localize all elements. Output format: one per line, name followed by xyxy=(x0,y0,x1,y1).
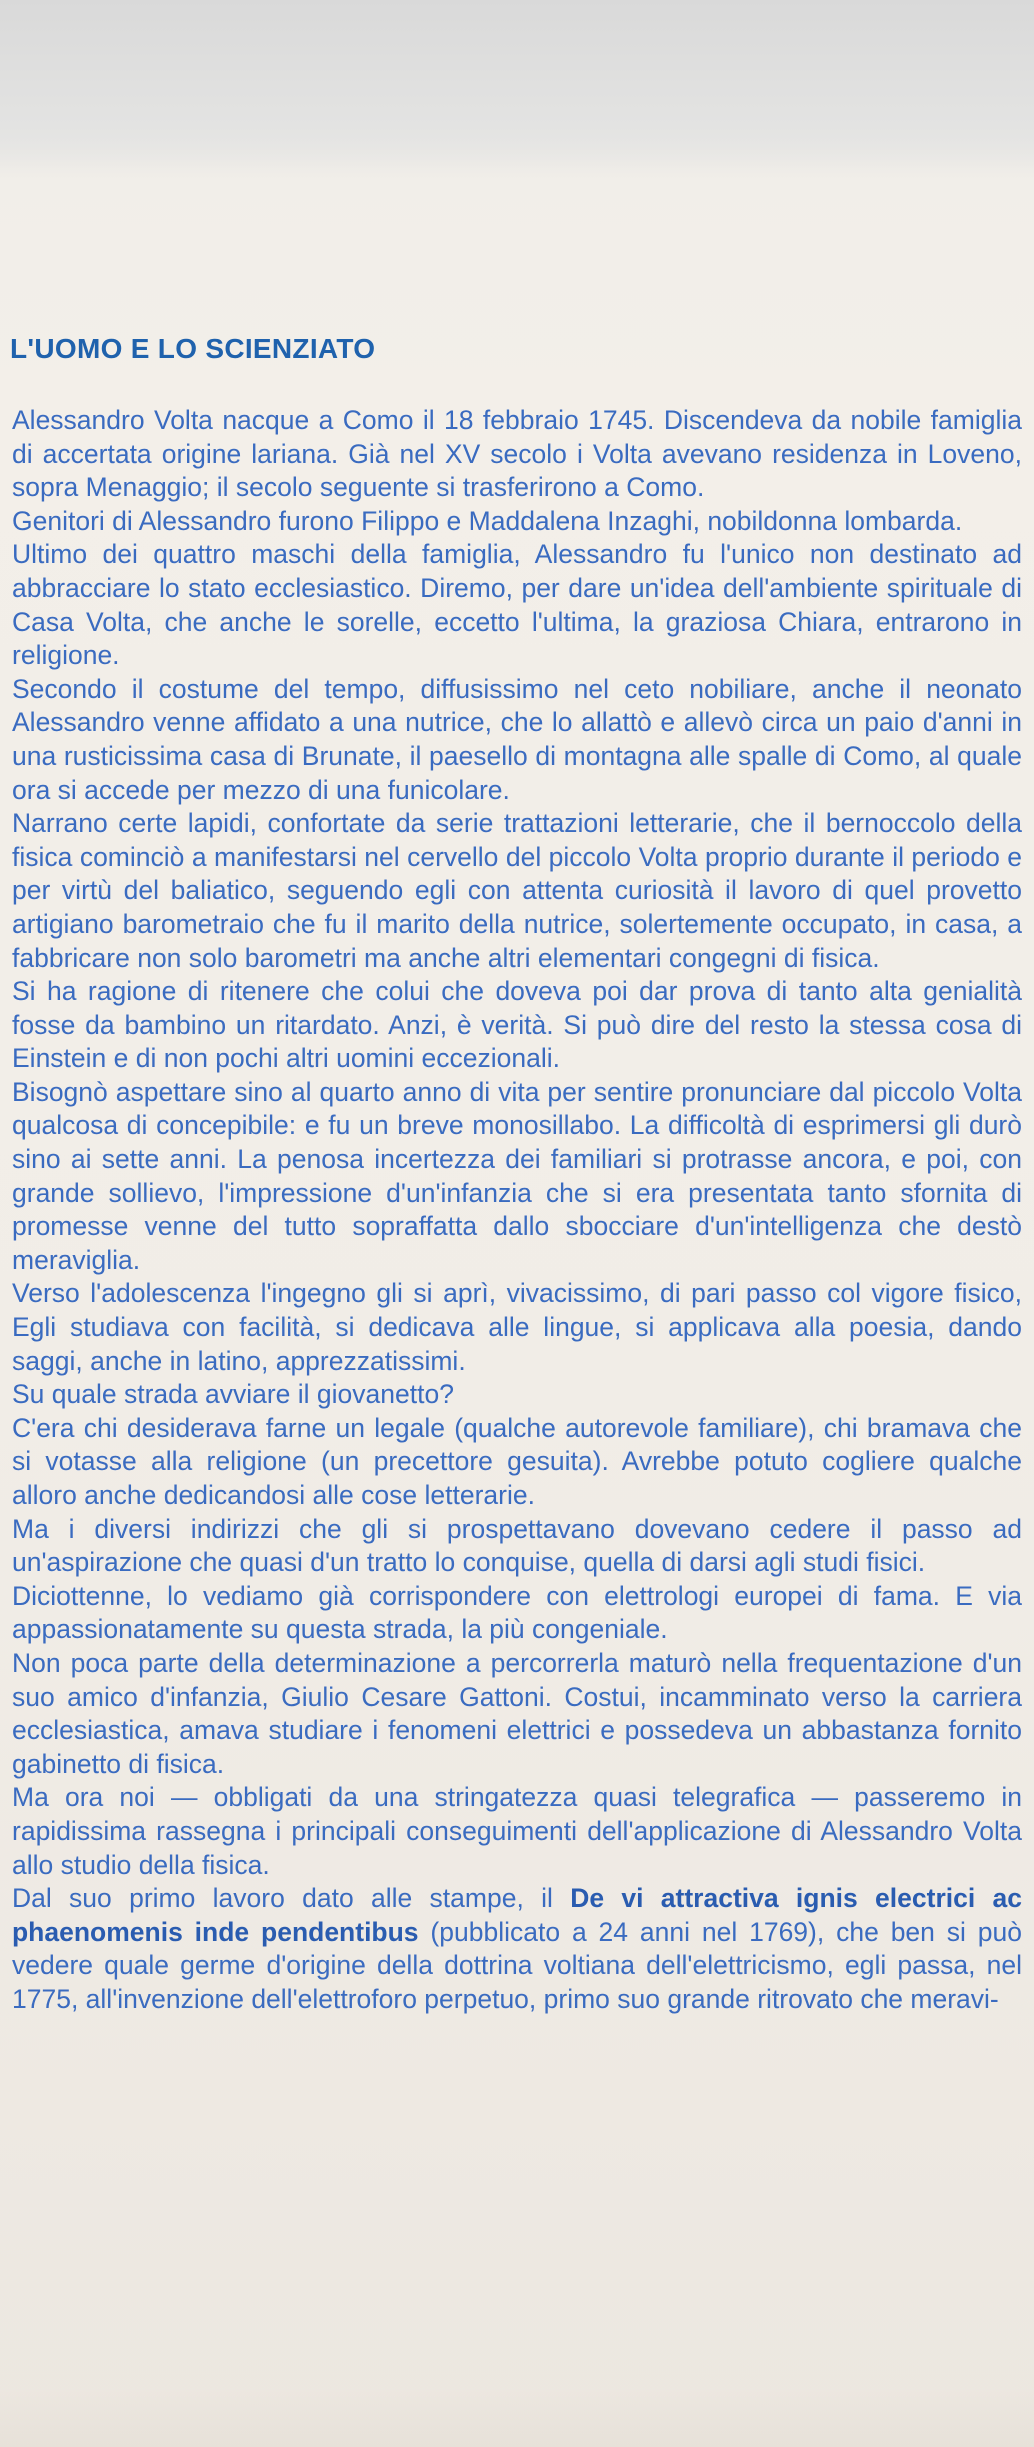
first-work-rest: (pubblicato a 24 anni nel 1769), che ben si può vedere quale germe d'origine della dottrina voltiana dell'elettricismo, egli passa, nel 1775, all'invenzione dell'elettroforo perpetuo, primo suo grande ritrovato che meravi- xyxy=(12,1916,1022,2014)
paragraph-birth: Alessandro Volta nacque a Como il 18 febbraio 1745. Discendeva da nobile famiglia di accertata origine lariana. Già nel XV secolo i Volta avevano residenza in Loveno, sopra Menaggio; il secolo seguente si trasferirono a Como. xyxy=(12,405,1022,503)
paragraph-first-work xyxy=(12,1882,1022,2016)
paragraph-parents: Genitori di Alessandro furono Filippo e Maddalena Inzaghi, nobildonna lombarda. xyxy=(12,505,963,536)
first-work-intro: Dal suo primo lavoro dato alle stampe, il xyxy=(12,1883,571,1914)
article-body xyxy=(12,404,1022,2017)
paragraph-nurse: Secondo il costume del tempo, diffusissimo nel ceto nobiliare, anche il neonato Alessandro venne affidato a una nutrice, che lo allattò e allevò circa un paio d'anni in una rusticissima casa di Brunate, il paesello di montagna alle spalle di Como, al quale ora si accede per mezzo di una funicolare. xyxy=(12,673,1022,805)
paragraph-question: Su quale strada avviare il giovanetto? xyxy=(12,1379,454,1410)
paragraph-late-development: Si ha ragione di ritenere che colui che doveva poi dar prova di tanto alta genialità fosse da bambino un ritardato. Anzi, è verità. Si può dire del resto la stessa cosa di Einstein e di non pochi altri uomini eccezionali. xyxy=(12,976,1022,1074)
first-work-title: De vi attractiva ignis electrici ac phaenomenis inde pendentibus xyxy=(12,1883,1022,1947)
paragraph-speech: Bisognò aspettare sino al quarto anno di vita per sentire pronunciare dal piccolo Volta qualcosa di concepibile: e fu un breve monosillabo. La difficoltà di esprimersi gli durò sino ai sette anni. La penosa incertezza dei familiari si protrasse ancora, e poi, con grande sollievo, l'impressione d'un'infanzia che si era presentata tanto sfornita di promesse venne del tutto sopraffatta dallo sbocciare d'un'intelligenza che destò meraviglia. xyxy=(12,1076,1022,1275)
page-bottom-shadow xyxy=(0,2387,1034,2447)
paragraph-siblings: Ultimo dei quattro maschi della famiglia, Alessandro fu l'unico non destinato ad abbracciare lo stato ecclesiastico. Diremo, per dare un'idea dell'ambiente spirituale di Casa Volta, che anche le sorelle, eccetto l'ultima, la graziosa Chiara, entrarono in religione. xyxy=(12,539,1022,671)
paragraph-gattoni: Non poca parte della determinazione a percorrerla maturò nella frequentazione d'un suo amico d'infanzia, Giulio Cesare Gattoni. Costui, incamminato verso la carriera ecclesiastica, amava studiare i fenomeni elettrici e possedeva un abbastanza fornito gabinetto di fisica. xyxy=(12,1647,1022,1779)
paragraph-adolescence: Verso l'adolescenza l'ingegno gli si aprì, vivacissimo, di pari passo col vigore fisico, Egli studiava con facilità, si dedicava alle lingue, si applicava alla poesia, dando saggi, anche in latino, apprezzatissimi. xyxy=(12,1278,1022,1376)
section-heading: L'UOMO E LO SCIENZIATO xyxy=(10,333,376,364)
paragraph-review: Ma ora noi — obbligati da una stringatezza quasi telegrafica — passeremo in rapidissima rassegna i principali conseguimenti dell'applicazione di Alessandro Volta allo studio della fisica. xyxy=(12,1782,1022,1880)
paragraph-aspiration: Ma i diversi indirizzi che gli si prospettavano dovevano cedere il passo ad un'aspirazione che quasi d'un tratto lo conquise, quella di darsi agli studi fisici. xyxy=(12,1513,1022,1578)
paragraph-barometer: Narrano certe lapidi, confortate da serie trattazioni letterarie, che il bernoccolo della fisica cominciò a manifestarsi nel cervello del piccolo Volta proprio durante il periodo e per virtù del baliatico, seguendo egli con attenta curiosità il lavoro di quel provetto artigiano barometraio che fu il marito della nutrice, solertemente occupato, in casa, a fabbricare non solo barometri ma anche altri elementari congegni di fisica. xyxy=(12,808,1022,973)
paragraph-eighteen: Diciottenne, lo vediamo già corrispondere con elettrologi europei di fama. E via appassionatamente su questa strada, la più congeniale. xyxy=(12,1580,1022,1645)
paragraph-options: C'era chi desiderava farne un legale (qualche autorevole familiare), chi bramava che si votasse alla religione (un precettore gesuita). Avrebbe potuto cogliere qualche alloro anche dedicandosi alle cose letterarie. xyxy=(12,1412,1022,1510)
page-top-shadow xyxy=(0,0,1034,180)
